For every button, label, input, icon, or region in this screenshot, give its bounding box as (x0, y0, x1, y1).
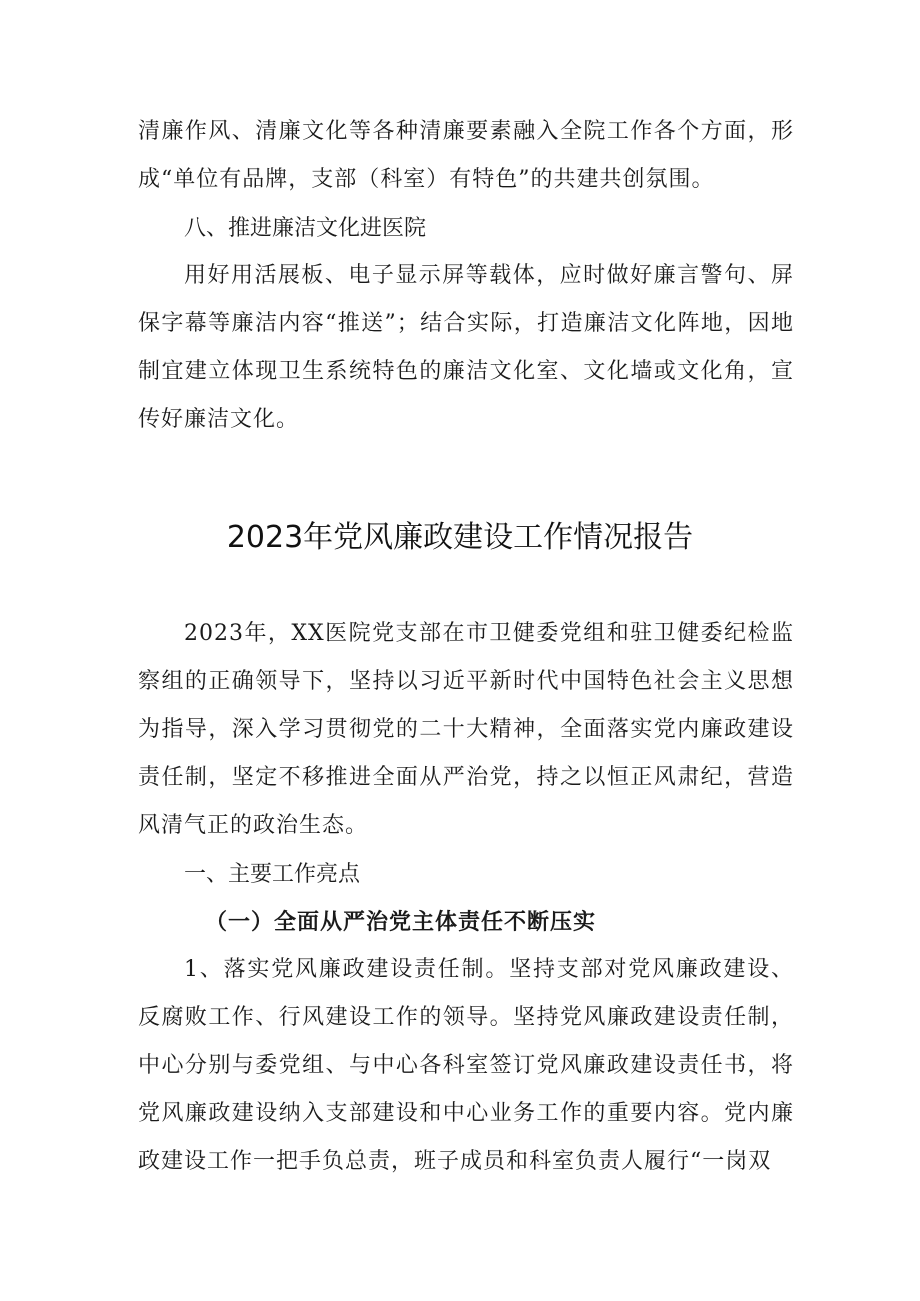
item-one-paragraph: 1、落实党风廉政建设责任制。坚持支部对党风廉政建设、反腐败工作、行风建设工作的领导。坚持党风廉政建设责任制，中心分别与委党组、与中心各科室签订党风廉政建设责任书，将党风廉政建设纳入支部建设和中心业务工作的重要内容。党内廉政建设工作一把手负总责，班子成员和科室负责人履行“一岗双 (138, 957, 794, 1174)
report-title: 2023年党风廉政建设工作情况报告 (226, 520, 694, 555)
section-eight-heading: 八、推进廉洁文化进医院 (184, 216, 427, 241)
subsection-one-heading: （一）全面从严治党主体责任不断压实 (205, 909, 597, 935)
intro-paragraph: 2023年，XX医院党支部在市卫健委党组和驻卫健委纪检监察组的正确领导下，坚持以习近平新时代中国特色社会主义思想为指导，深入学习贯彻党的二十大精神，全面落实党内廉政建设责任制，坚定不移推进全面从严治党，持之以恒正风肃纪，营造风清气正的政治生态。 (138, 621, 794, 838)
continuation-paragraph: 清廉作风、清廉文化等各种清廉要素融入全院工作各个方面，形成“单位有品牌，支部（科室）有特色”的共建共创氛围。 (138, 119, 794, 192)
section-eight-paragraph: 用好用活展板、电子显示屏等载体，应时做好廉言警句、屏保字幕等廉洁内容“推送”；结合实际，打造廉洁文化阵地，因地制宜建立体现卫生系统特色的廉洁文化室、文化墙或文化角，宣传好廉洁文化。 (138, 263, 794, 432)
section-one-heading: 一、主要工作亮点 (184, 862, 361, 887)
